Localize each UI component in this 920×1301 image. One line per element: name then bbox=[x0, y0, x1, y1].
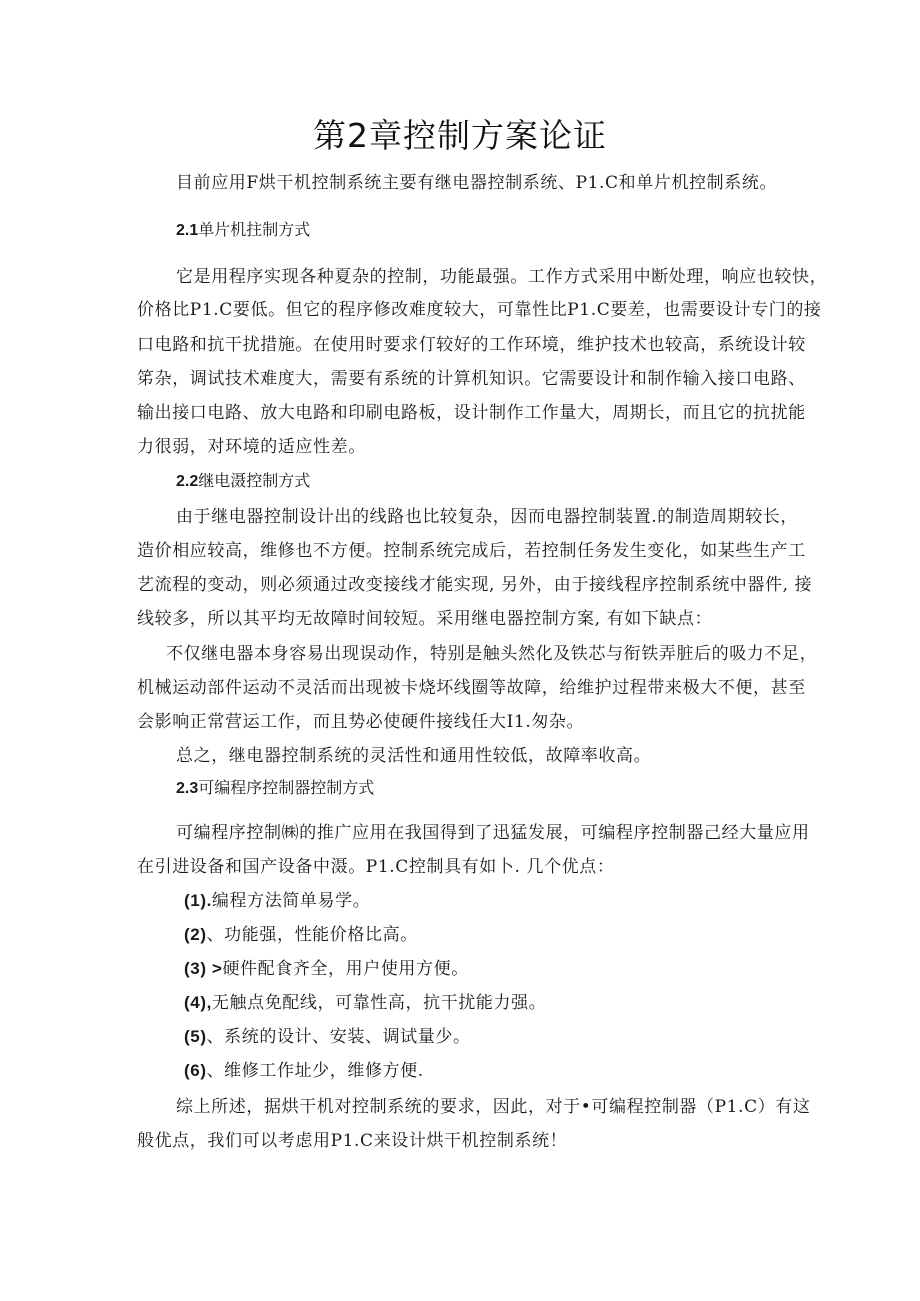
paragraph-line: 价格比P1.C要低。但它的程序修改难度较大，可靠性比P1.C要差，也需要设计专门的接 bbox=[137, 300, 822, 320]
paragraph-line: 线较多，所以其平均无故障时间较短。采用继电器控制方案, 有如下缺点： bbox=[137, 609, 713, 629]
list-item-text: 、维修工作址少，维修方便. bbox=[206, 1061, 424, 1081]
section-heading-2-1 bbox=[176, 219, 310, 242]
list-item-text: 硬件配食齐全，用户使用方便。 bbox=[222, 959, 469, 979]
section-title: 继电滠控制方式 bbox=[198, 471, 311, 490]
section-title: 单片机拄制方式 bbox=[198, 220, 311, 239]
paragraph-line: 艺流程的变动，则必须通过改变接线才能实现, 另外，由于接线程序控制系统中器件, 接 bbox=[137, 575, 813, 595]
paragraph-line: 输出接口电路、放大电路和印刷电路板，设计制作工作量大，周期长，而且它的抗扰能 bbox=[137, 403, 806, 423]
paragraph-line: 力很弱，对环境的适应性差。 bbox=[137, 437, 366, 457]
list-item-text: 编程方法简单易学。 bbox=[211, 891, 371, 911]
paragraph-line: 可编程序控制㈱的推广应用在我国得到了迅猛发展，可编程序控制器己经大量应用 bbox=[176, 823, 810, 843]
paragraph-line: 不仅继电器本身容易出现误动作，特别是触头然化及铁芯与衔铁弄脏后的吸力不足， bbox=[166, 644, 818, 664]
list-item bbox=[184, 1026, 471, 1048]
list-item-number: (6) bbox=[184, 1061, 207, 1080]
paragraph-line: 笫杂，调试技术难度大，需要有系统的计算机知识。它需要设计和制作输入接口电路、 bbox=[137, 369, 806, 389]
list-item-number: (3) > bbox=[184, 959, 223, 978]
chapter-title: 第2章控制方案论证 bbox=[313, 116, 607, 155]
section-number: 2.1 bbox=[176, 222, 199, 239]
paragraph-line: 造价相应较高，维修也不方便。控制系统完成后，若控制任务发生变化，如某些生产工 bbox=[137, 541, 806, 561]
list-item-text: 、系统的设计、安装、调试量少。 bbox=[206, 1027, 471, 1047]
paragraph-line: 口电路和抗干扰措施。在使用时要求仃较好的工作环境，维护技术也较高，系统设计较 bbox=[137, 335, 806, 355]
list-item-text: 无触点免配线，可靠性高，抗干扰能力强。 bbox=[211, 993, 547, 1013]
paragraph-line: 它是用程序实现各种夏杂的控制，功能最强。工作方式采用中断处理，响应也较快， bbox=[176, 267, 828, 287]
list-item-number: (4), bbox=[184, 993, 212, 1012]
paragraph-line: 般优点，我们可以考虑用P1.C来设计烘干机控制系统！ bbox=[137, 1131, 568, 1151]
paragraph-line: 总之，继电器控制系统的灵活性和通用性较低，故障率收高。 bbox=[176, 746, 652, 766]
list-item-number: (5) bbox=[184, 1027, 207, 1046]
section-number: 2.3 bbox=[176, 780, 199, 797]
section-number: 2.2 bbox=[176, 473, 199, 490]
section-heading-2-3 bbox=[176, 777, 374, 800]
section-title: 可编程序控制器控制方式 bbox=[198, 778, 375, 797]
list-item-number: (1). bbox=[184, 891, 212, 910]
paragraph-line: 由于继电器控制设计出的线路也比较复杂，因而电器控制装置.的制造周期较长， bbox=[176, 507, 799, 527]
section-heading-2-2 bbox=[176, 470, 310, 493]
list-item-text: 、功能强，性能价格比高。 bbox=[206, 925, 418, 945]
paragraph-line: 机械运动部件运动不灵活而出现被卡烧坏线圈等故障，给维护过程带来极大不便，甚至 bbox=[137, 678, 806, 698]
list-item-number: (2) bbox=[184, 925, 207, 944]
paragraph-line: 会影响正常营运工作，而且势必使硬件接线任大I1.匆杂。 bbox=[137, 712, 585, 732]
paragraph-line: 在引进设备和国产设备中滠。P1.C控制具有如卜. 几个优点： bbox=[137, 857, 615, 877]
list-item bbox=[184, 924, 418, 946]
list-item bbox=[184, 958, 469, 980]
intro-paragraph: 目前应用F烘干机控制系统主要有继电器控制系统、P1.C和单片机控制系统。 bbox=[176, 173, 778, 193]
list-item bbox=[184, 890, 370, 912]
paragraph-line: 综上所述，据烘干机对控制系统的要求，因此，对于•可编程控制器（P1.C）有这 bbox=[176, 1097, 811, 1117]
list-item bbox=[184, 1060, 424, 1082]
list-item bbox=[184, 992, 546, 1014]
